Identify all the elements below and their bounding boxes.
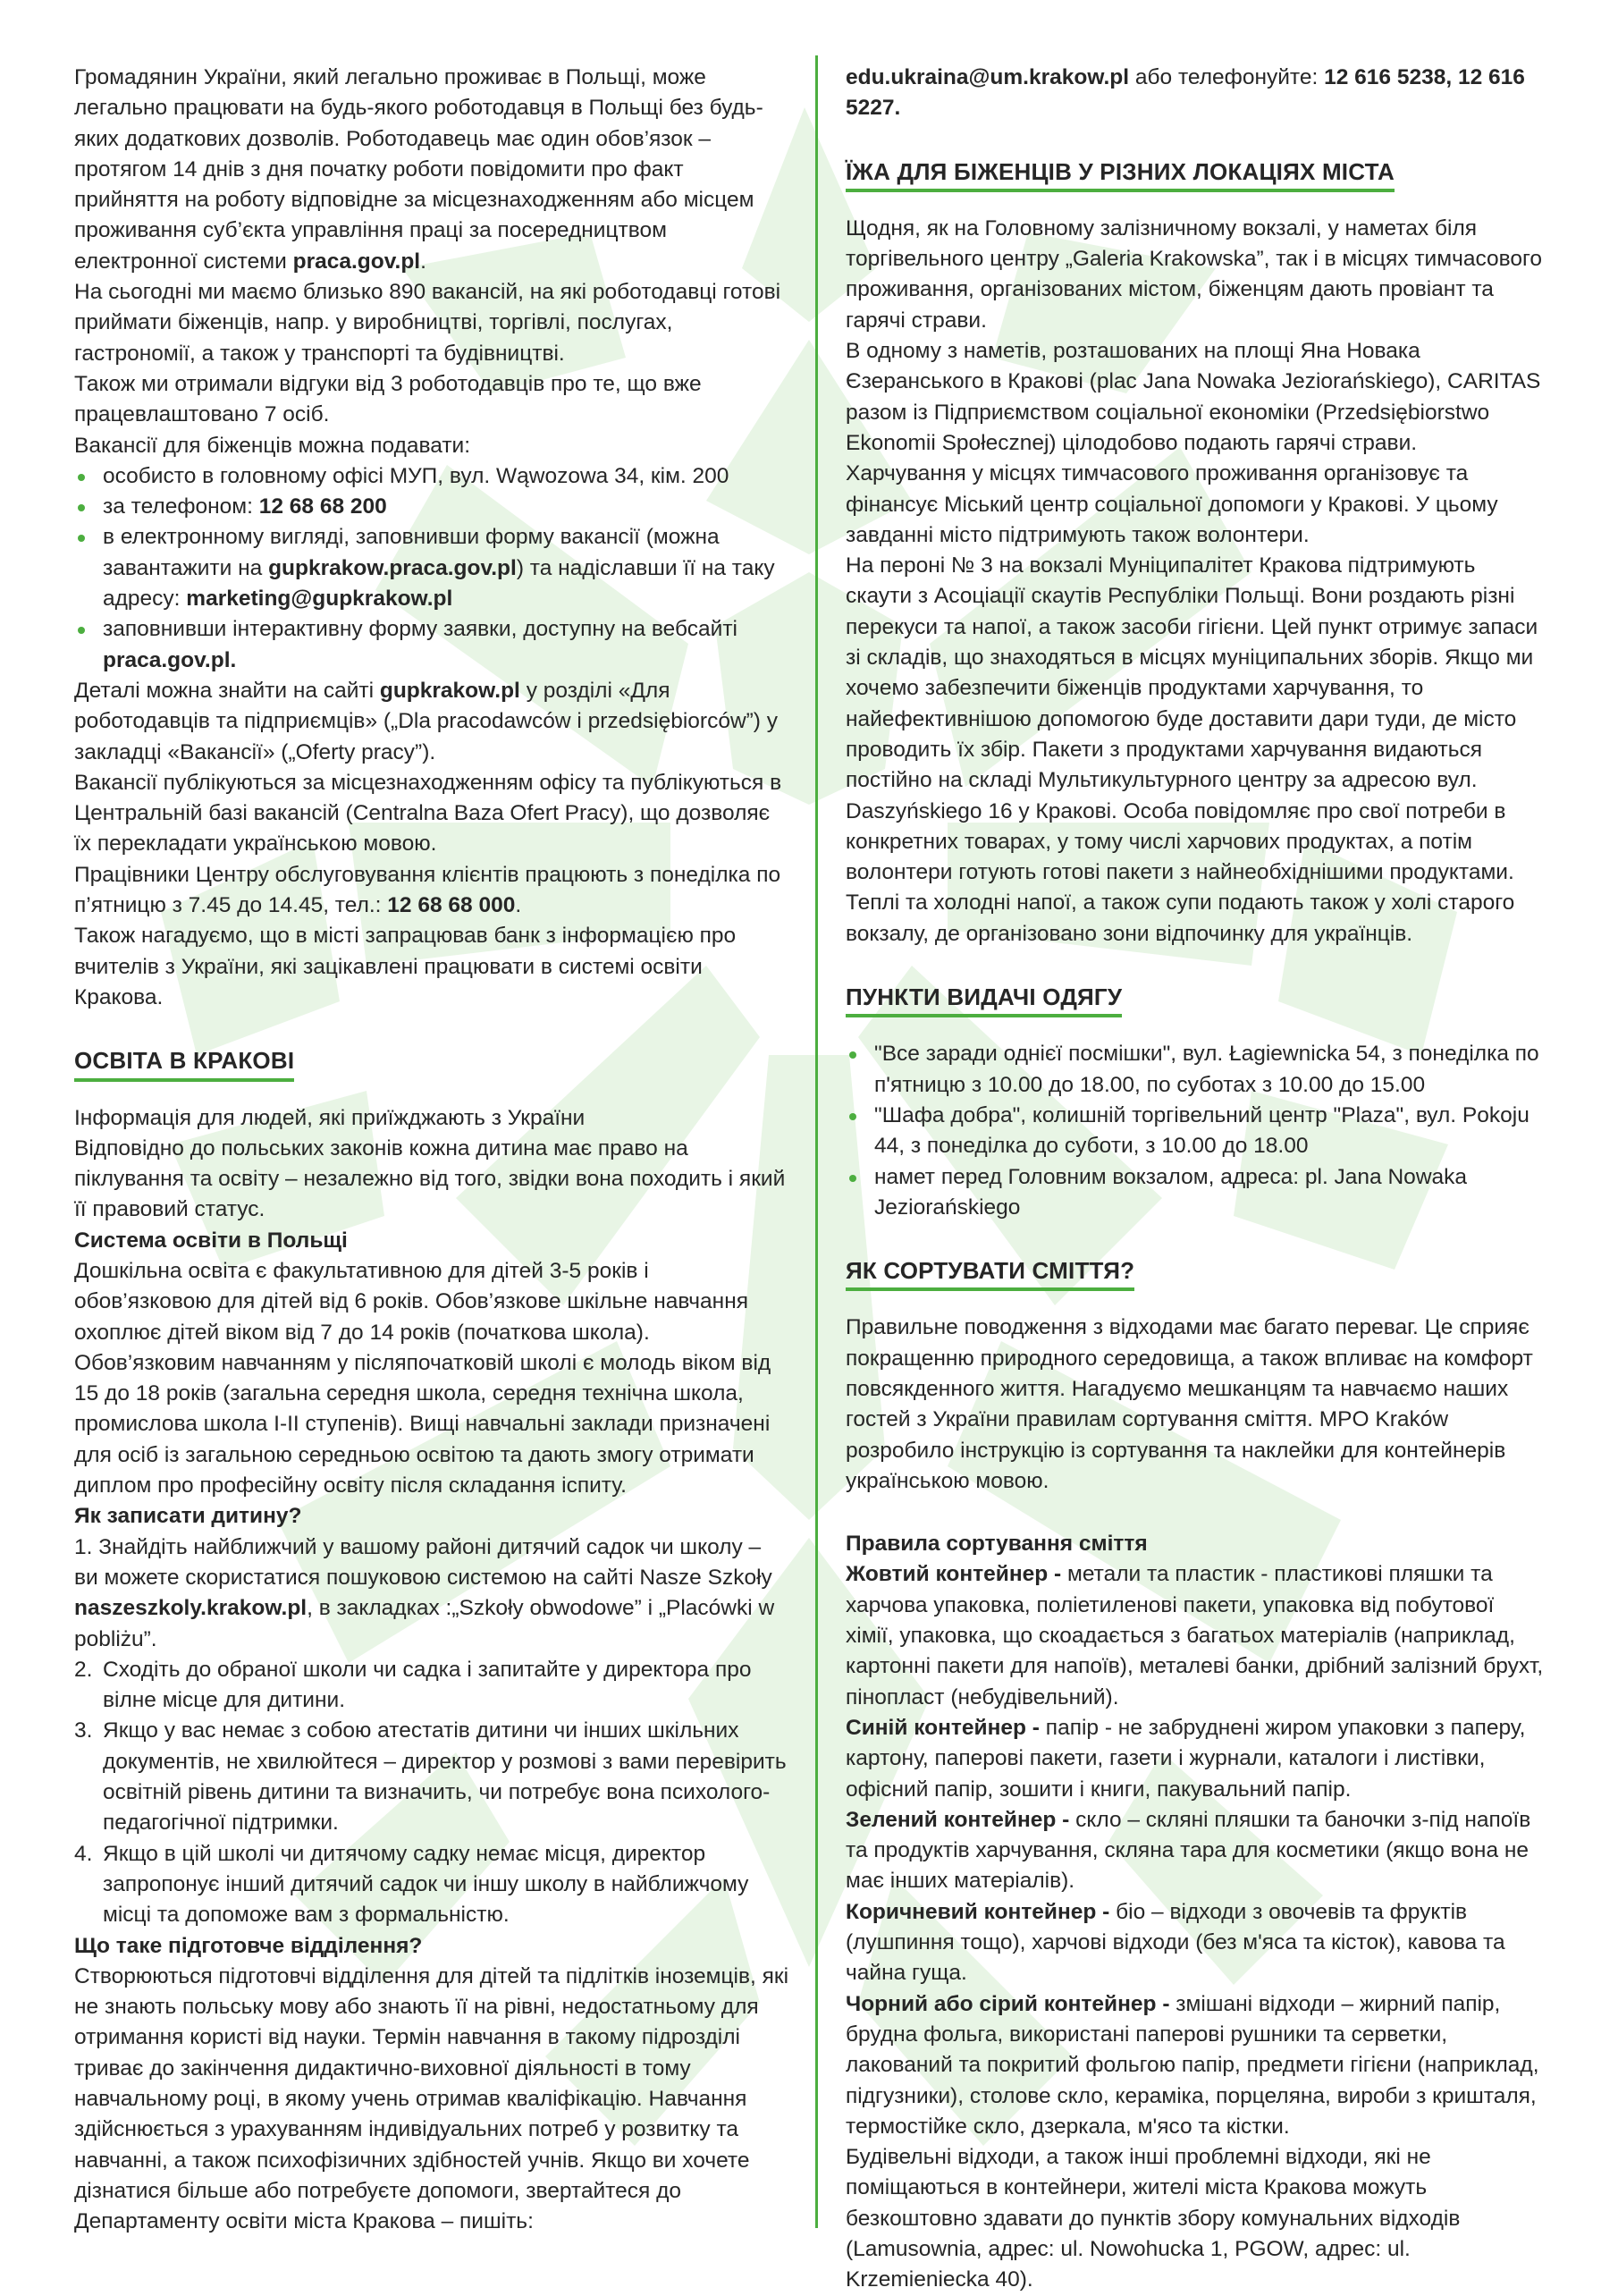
section-heading-education: ОСВІТА В КРАКОВІ (74, 1045, 294, 1081)
list-item: за телефоном: 12 68 68 200 (74, 492, 789, 522)
edu-system-text: Дошкільна освіта є факультативною для дітей 3-5 років і обов’язковою для дітей від 6 років. Обов’язкове шкільне навчання охоплює дітей віком від 7 до 14 років (початкова школа). Обов’язковим навчанням у післяпочатковій школі є молодь віком від 15 до 18 років (загальна середня школа, середня технічна школа, промислова школа I-II ступенів). Вищі навчальні заклади призначені для осіб із загальною середньою освітою та дають змогу отримати диплом про професійну освіту після складання іспиту. (74, 1258, 771, 1498)
enroll-step-1: 1. Знайдіть найближчий у вашому районі дитячий садок чи школу – ви можете скористатися пошуковою системою на сайті Nasze Szkoły naszeszkoly.krakow.pl, в закладках :„Szkoły obwodowe” і „Placówki w pobliżu”. (74, 1534, 775, 1651)
email-marketing[interactable]: marketing@gupkrakow.pl (186, 587, 453, 612)
employers-feedback: Також ми отримали відгуки від 3 роботодавців про те, що вже працевлаштовано 7 осіб. (74, 371, 702, 427)
left-column (74, 63, 789, 2237)
phone-number[interactable]: 12 68 68 000 (387, 893, 516, 918)
list-item: 2. Сходіть до обраної школи чи садка і запитайте у директора про вілне місце для дитини. (74, 1657, 752, 1713)
subheading-enroll-child: Як записати дитину? (74, 1504, 302, 1529)
subheading-preparatory-class: Що таке підготовче відділення? (74, 1933, 423, 1958)
list-item: 4. Якщо в цій школі чи дитячому садку немає місця, директор запропонує інший дитячий садок чи іншу школу в найближчому місці та допоможе вам з формальністю. (74, 1841, 749, 1928)
list-item: в електронному вигляді, заповнивши форму вакансії (можна завантажити на gupkrakow.praca.gov.pl) та надіславши її на таку адресу: marketing@gupkrakow.pl (74, 522, 789, 614)
section-heading-food: ЇЖА ДЛЯ БІЖЕНЦІВ У РІЗНИХ ЛОКАЦІЯХ МІСТА (846, 156, 1395, 192)
food-daily: Щодня, як на Головному залізничному вокзалі, у наметах біля торгівельного центру „Galeria Krakowska”, так і в місцях тимчасового проживання, організованих містом, біженцям дають провіант та гарячі страви. (846, 215, 1542, 333)
vacancies-count: На сьогодні ми маємо близько 890 вакансій, на які роботодавці готові приймати біженців, напр. у виробництві, торгівлі, послугах, гастрономії, а також у транспорті та будівництві. (74, 280, 781, 366)
employment-intro: Громадянин України, який легально проживає в Польщі, може легально працювати на будь-якого роботодавця в Польщі без будь-яких додаткових дозволів. Роботодавець має один обов’язок – протягом 14 днів з дня початку роботи повідомити про факт прийняття на роботу відповідне за місцезнаходженням або місцем проживання суб’єкта управління праці за посередництвом електронної системи praca.gov.pl. (74, 65, 763, 274)
rule-black-grey: Чорний або сірий контейнер - змішані відходи – жирний папір, брудна фольга, використані паперові рушники та серветки, лакований та покритий фольгою папір, предмети гігієни (наприклад, підгузники), столове скло, кераміка, порцеляна, вироби з кришталя, термостійке скло, дзеркала, м'ясо та кістки. (846, 1991, 1539, 2139)
list-item: намет перед Головним вокзалом, адреса: pl. Jana Nowaka Jeziorańskiego (846, 1162, 1547, 1224)
section-heading-clothes: ПУНКТИ ВИДАЧІ ОДЯГУ (846, 982, 1122, 1017)
list-item: особисто в головному офісі МУП, вул. Wąwozowa 34, кім. 200 (74, 461, 789, 492)
waste-intro: Правильне поводження з відходами має багато переваг. Це сприяє покращенню природного середовища, а також впливає на комфорт повсякденного життя. Нагадуємо мешканцям та навчаємо наших гостей з України правилам сортування сміття. MPO Kraków розробило інструкцію із сортування та наклейки для контейнерів українською мовою. (846, 1315, 1533, 1493)
food-drinks: Теплі та холодні напої, а також супи подають також у холі старого вокзалу, де організовано зони відпочинку для українців. (846, 891, 1515, 946)
link-gupkrakow-praca[interactable]: gupkrakow.praca.gov.pl (268, 555, 517, 580)
link-praca-gov[interactable]: praca.gov.pl (292, 249, 421, 274)
list-item: 3. Якщо у вас немає з собою атестатів дитини чи інших шкільних документів, не хвилюйтеся – директор у розмові з вами перевірить освітній рівень дитини та визначить, чи потребує вона психолого-педагогічної підтримки. (74, 1718, 787, 1836)
submission-list (74, 461, 789, 676)
list-item: "Шафа добра", колишній торгівельний центр "Plaza", вул. Pokoju 44, з понеділка до суботи, з 10.00 до 18.00 (846, 1101, 1547, 1162)
column-divider (815, 55, 818, 2228)
rule-brown: Коричневий контейнер - біо – відходи з овочевів та фруктів (лушпиння тощо), харчові відходи (без м'яса та кісток), кавова та чайна гуща. (846, 1899, 1505, 1986)
list-item: "Все заради однієї посмішки", вул. Łagiewnicka 54, з понеділка по п'ятницю з 10.00 до 18.00, по суботах з 10.00 до 15.00 (846, 1039, 1547, 1101)
subheading-education-system: Система освіти в Польщі (74, 1228, 348, 1253)
link-gupkrakow[interactable]: gupkrakow.pl (379, 678, 520, 703)
edu-rights: Відповідно до польських законів кожна дитина має право на піклування та освіту – незалежно від того, звідки вона походить і який її правовий статус. (74, 1135, 786, 1222)
vacancy-submission-intro: Вакансії для біженців можна подавати: (74, 433, 471, 458)
subheading-sorting-rules: Правила сортування сміття (846, 1532, 1148, 1557)
clothes-points-list (846, 1039, 1547, 1223)
phone-number[interactable]: 12 68 68 200 (258, 494, 387, 519)
right-column (846, 63, 1547, 2296)
list-item: заповнивши інтерактивну форму заявки, доступну на вебсайті praca.gov.pl. (74, 614, 789, 676)
rule-yellow: Жовтий контейнер - метали та пластик - пластикові пляшки та харчова упаковка, поліетиленові пакети, упаковка від побутової хімії, упаковка, що скоадається з багатьох матеріалів (наприклад, картонні пакети для напоїв), металеві банки, дрібний залізний брухт, пінопласт (небудівельний). (846, 1562, 1544, 1709)
rule-blue: Синій контейнер - папір - не забруднені жиром упаковки з паперу, картону, паперові пакети, газети і журнали, каталоги і листівки, офісний папір, зошити і книги, пакувальний папір. (846, 1715, 1526, 1802)
service-hours: Працівники Центру обслуговування клієнтів працюють з понеділка по п’ятницю з 7.45 до 14.45, тел.: 12 68 68 000. (74, 862, 781, 918)
enroll-steps (74, 1655, 789, 1931)
food-caritas: В одному з наметів, розташованих на площі Яна Новака Єзеранського в Кракові (plac Jana Nowaka Jeziorańskiego), CARITAS разом із Підприємством соціальної економіки (Przedsiębiorstwo Ekonomii Społecznej) цілодобово подають гарячі страви. (846, 339, 1541, 455)
details-paragraph: Деталі можна знайти на сайті gupkrakow.pl у розділі «Для роботодавців та підприємців» („Dla pracodawców i przedsiębiorców”) у закладці «Вакансії» („Oferty pracy”). (74, 678, 779, 764)
edu-intro: Інформація для людей, які приїжджають з України (74, 1105, 586, 1130)
link-naszeszkoly[interactable]: naszeszkoly.krakow.pl (74, 1596, 308, 1621)
food-temporary: Харчування у місцях тимчасового проживання організовує та фінансує Міський центр соціальної допомоги у Кракові. У цьому завданні місто підтримують також волонтери. (846, 461, 1498, 547)
teachers-bank: Також нагадуємо, що в місті запрацював банк з інформацією про вчителів з України, які зацікавлені працювати в системі освіти Кракова. (74, 924, 737, 1009)
food-scouts: На пероні № 3 на вокзалі Муніципалітет Кракова підтримують скаути з Асоціації скаутів Республіки Польщі. Вони роздають різні перекуси та напої, а також засоби гігієни. Цей пункт отримує запаси зі складів, що знаходяться в місцях муніципальних зборів. Якщо ми хочемо забезпечити біженців продуктами харчування, то найефективнішою допомогою буде доставити дари туди, де місто проводить їх збір. Пакети з продуктами харчування видаються постійно на складі Мультикультурного центру за адресою вул. Daszyńskiego 16 у Кракові. Особа повідомляє про свої потреби в конкретних товарах, у тому числі харчових продуктах, а потім волонтери готують готові пакети з найнеобхіднішими продуктами. (846, 553, 1538, 885)
link-praca-gov[interactable]: praca.gov.pl. (103, 647, 237, 672)
edu-contact: edu.ukraina@um.krakow.pl або телефонуйте: 12 616 5238, 12 616 5227. (846, 65, 1525, 121)
phone-number[interactable]: 12 616 5238, 12 616 5227. (846, 65, 1525, 121)
email-edu-ukraina[interactable]: edu.ukraina@um.krakow.pl (846, 65, 1130, 89)
rule-green: Зелений контейнер - скло – скляні пляшки та баночки з-під напоїв та продуктів харчування, скляна тара для косметики (якщо вона не має інших матеріалів). (846, 1807, 1531, 1894)
publication-paragraph: Вакансії публікуються за місцезнаходженням офісу та публікуються в Центральній базі вакансій (Centralna Baza Ofert Pracy), що дозволяє їх перекладати українською мовою. (74, 770, 782, 857)
section-heading-waste: ЯК СОРТУВАТИ СМІТТЯ? (846, 1255, 1134, 1291)
preparatory-text: Створюються підготовчі відділення для дітей та підлітків іноземців, які не знають польську мову або знають її на рівні, недостатньому для отримання користі від науки. Термін навчання в такому підрозділі триває до закінчення дидактично-виховної діяльності в тому навчальному році, в якому учень отримав кваліфікацію. Навчання здійснюється з урахуванням індивідуальних потреб у розвитку та навчанні, а також психофізичних здібностей учнів. Якщо ви хочете дізнатися більше або потребуєте допомоги, звертайтеся до Департаменту освіти міста Кракова – пишіть: (74, 1963, 789, 2234)
waste-construction: Будівельні відходи, а також інші проблемні відходи, які не поміщаються в контейнери, жителі міста Кракова можуть безкоштовно здавати до пунктів збору комунальних відходів (Lamusownia, адрес: ul. Nowohucka 1, PGOW, адрес: ul. Krzemieniecka 40). (846, 2145, 1461, 2292)
